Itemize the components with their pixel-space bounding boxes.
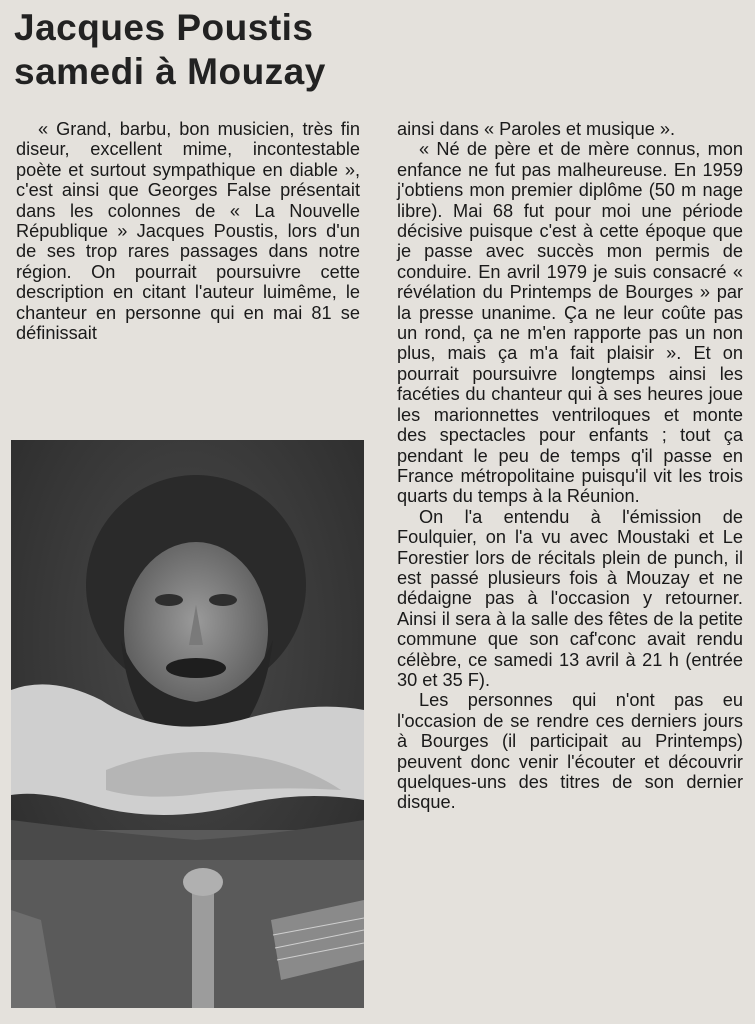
portrait-illustration [11,440,364,1008]
headline [14,6,434,94]
paragraph: Les personnes qui n'ont pas eu l'occasion de se rendre ces derniers jours à Bourges (il participait au Printemps) peuvent donc venir l'écouter et découvrir quelques-uns des titres de son dernier disque. [397,690,743,813]
paragraph: ainsi dans « Paroles et musique ». [397,119,676,139]
paragraph: On l'a entendu à l'émission de Foulquier, on l'a vu avec Moustaki et Le Forestier lors de récitals plein de punch, il est passé plusieurs fois à Mouzay et ne dédaigne pas à l'occasion y retourner. Ainsi il sera à la salle des fêtes de la petite commune que son caf'conc avait rendu célèbre, ce samedi 13 avril à 21 h (entrée 30 et 35 F). [397,506,743,690]
headline-line-2: samedi à Mouzay [14,51,326,92]
paragraph: « Né de père et de mère connus, mon enfance ne fut pas malheureuse. En 1959 j'obtiens mon premier diplôme (50 m nage libre). Mai 68 fut pour moi une période décisive puisque c'est à cette époque que je passe avec succès mon permis de conduire. En avril 1979 je suis consacré « révélation du Printemps de Bourges » par la presse unanime. Ça ne leur coûte pas un rond, ça ne m'en rapporte pas un non plus, mais ça m'a fait plaisir ». Et on pourrait poursuivre longtemps ainsi les facéties du chanteur qui à ses heures joue les marionnettes ventriloques et monte des spectacles pour enfants ; tout ça pendant le peu de temps q'il passe en France métropolitaine puisqu'il vit les trois quarts du temps à la Réunion. [397,139,743,507]
headline-line-1: Jacques Poustis [14,7,314,48]
article-column-right [397,119,743,813]
article-column-left [16,119,360,343]
portrait-photo [11,440,364,1008]
paragraph: « Grand, barbu, bon musicien, très fin diseur, excellent mime, incontestable poète et surtout sympathique en diable », c'est ainsi que Georges False présentait dans les colonnes de « La Nouvelle République » Jacques Poustis, lors d'un de ses trop rares passages dans notre région. On pourrait poursuivre cette description en citant l'auteur luimême, le chanteur en personne qui en mai 81 se définissait [16,119,360,344]
